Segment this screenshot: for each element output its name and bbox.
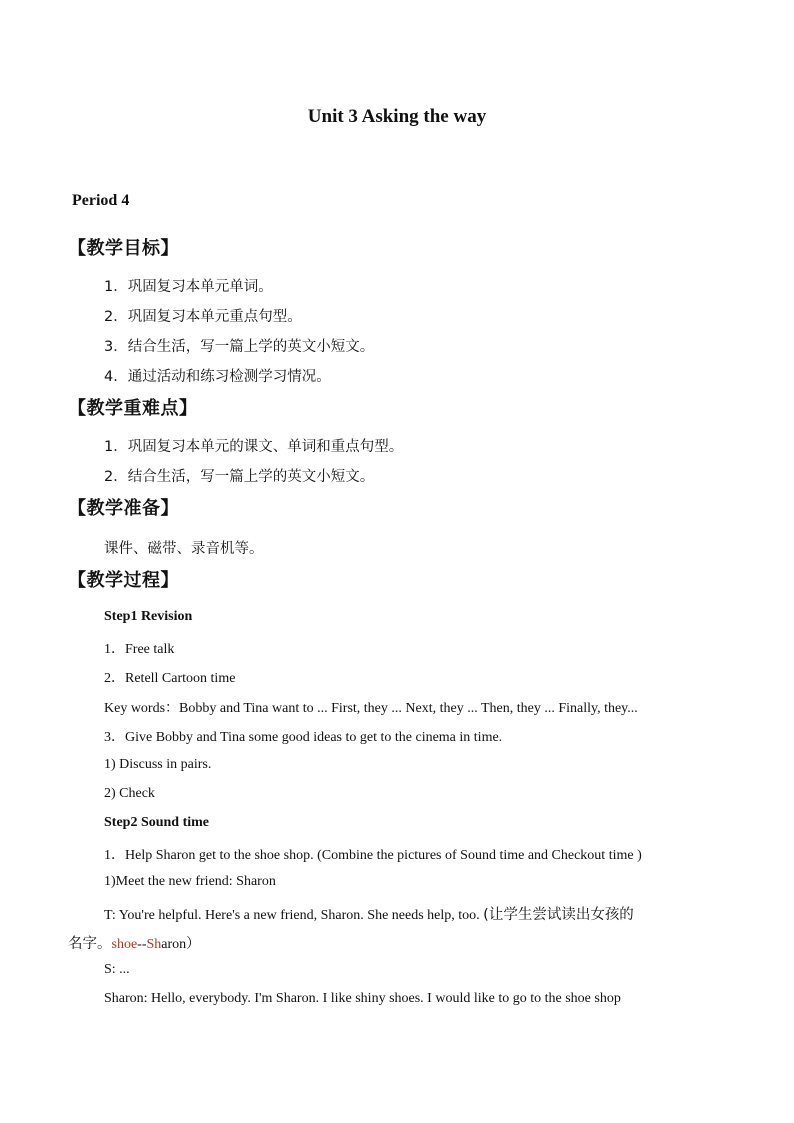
objective-item: 2．巩固复习本单元重点句型。: [104, 309, 302, 325]
name-rest: aron）: [161, 937, 201, 952]
preparation-heading: 【教学准备】: [68, 498, 179, 519]
highlight-shoe: shoe: [111, 937, 138, 952]
objectives-heading: 【教学目标】: [68, 238, 179, 259]
dash: --: [137, 937, 147, 952]
teacher-line-note: (让学生尝试读出女孩的: [483, 907, 634, 923]
name-note-line: [68, 932, 200, 953]
process-line: 1．Help Sharon get to the shoe shop. (Combine the pictures of Sound time and Checkout time ): [104, 848, 642, 863]
teacher-line-text: T: You're helpful. Here's a new friend, Sharon. She needs help, too.: [104, 908, 480, 923]
document-title: Unit 3 Asking the way: [307, 106, 487, 127]
preparation-text: 课件、磁带、录音机等。: [104, 541, 264, 557]
key-words-line: Key words：Bobby and Tina want to ... First, they ... Next, they ... Then, they ... Finally, they...: [104, 701, 638, 716]
process-line: 1．Free talk: [104, 642, 175, 657]
process-heading: 【教学过程】: [68, 570, 179, 591]
step1-heading: Step1 Revision: [104, 609, 193, 624]
process-line: 1) Discuss in pairs.: [104, 757, 212, 772]
highlight-sh: Sh: [146, 937, 162, 952]
period-label: Period 4: [72, 192, 130, 209]
key-point-item: 2．结合生活，写一篇上学的英文小短文。: [104, 469, 375, 485]
process-line: 2．Retell Cartoon time: [104, 671, 236, 686]
process-line: 1)Meet the new friend: Sharon: [104, 874, 276, 889]
objective-item: 4．通过活动和练习检测学习情况。: [104, 369, 331, 385]
key-point-item: 1．巩固复习本单元的课文、单词和重点句型。: [104, 439, 404, 455]
student-line: S: ...: [104, 962, 130, 977]
process-line: 2) Check: [104, 786, 155, 801]
objective-item: 3．结合生活，写一篇上学的英文小短文。: [104, 339, 375, 355]
name-note-text: 名字。: [68, 936, 112, 952]
sharon-line: Sharon: Hello, everybody. I'm Sharon. I like shiny shoes. I would like to go to the shoe shop: [104, 991, 621, 1006]
step2-heading: Step2 Sound time: [104, 815, 210, 830]
teacher-line: [104, 903, 634, 924]
process-line: 3．Give Bobby and Tina some good ideas to get to the cinema in time.: [104, 730, 503, 745]
key-points-heading: 【教学重难点】: [68, 398, 198, 419]
objective-item: 1．巩固复习本单元单词。: [104, 279, 273, 295]
